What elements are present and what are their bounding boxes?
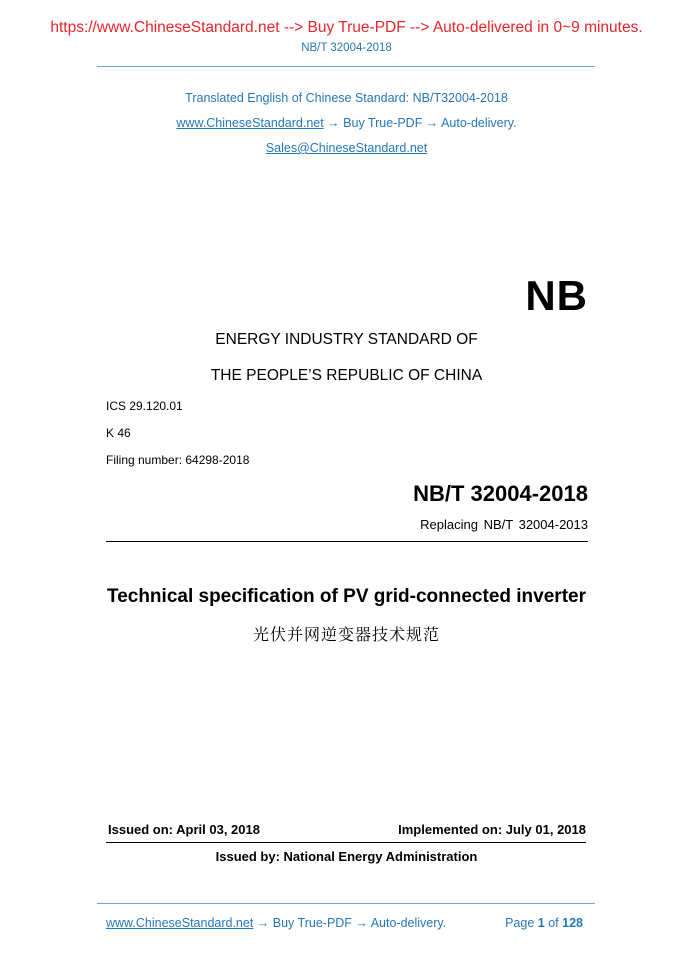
purchase-text: → Buy True-PDF → Auto-delivery. (323, 116, 517, 130)
issued-on: Issued on: April 03, 2018 (108, 822, 260, 837)
main-divider (106, 541, 588, 542)
header-divider (97, 66, 595, 67)
top-banner[interactable]: https://www.ChineseStandard.net --> Buy True-PDF --> Auto-delivered in 0~9 minutes. (50, 19, 643, 36)
page-indicator (470, 916, 583, 930)
implemented-on: Implemented on: July 01, 2018 (398, 822, 586, 837)
document-title: Technical specification of PV grid-connected inverter (107, 586, 586, 607)
industry-standard-line2: THE PEOPLE’S REPUBLIC OF CHINA (210, 367, 483, 384)
ics-code: ICS 29.120.01 (106, 399, 183, 413)
footer-divider (97, 903, 595, 904)
document-title-chinese: 光伏并网逆变器技术规范 (252, 625, 440, 644)
sales-email-link[interactable]: Sales@ChineseStandard.net (265, 141, 428, 155)
replacing-note: Replacing NB/T 32004-2013 (420, 517, 588, 532)
translation-notice: Translated English of Chinese Standard: NB/T32004-2018 (185, 91, 508, 105)
footer-site-link[interactable]: www.ChineseStandard.net (106, 916, 254, 930)
footer-purchase-line (106, 916, 446, 930)
page-label: Page (505, 916, 535, 930)
page-total: 128 (562, 916, 583, 930)
issue-divider (106, 842, 586, 843)
purchase-line (0, 116, 693, 130)
site-link[interactable]: www.ChineseStandard.net (176, 116, 324, 130)
email-line (0, 141, 693, 155)
nb-logo: NB (525, 272, 588, 319)
industry-standard-line1: ENERGY INDUSTRY STANDARD OF (215, 331, 478, 348)
footer-purchase-text: → Buy True-PDF → Auto-delivery. (253, 916, 447, 930)
header-standard-code: NB/T 32004-2018 (301, 42, 392, 54)
page-current: 1 (537, 916, 545, 930)
standard-number: NB/T 32004-2018 (413, 481, 588, 506)
classification-code: K 46 (106, 426, 131, 440)
issued-by: Issued by: National Energy Administration (215, 849, 478, 864)
page-of: of (548, 916, 559, 930)
filing-number: Filing number: 64298-2018 (106, 453, 250, 467)
